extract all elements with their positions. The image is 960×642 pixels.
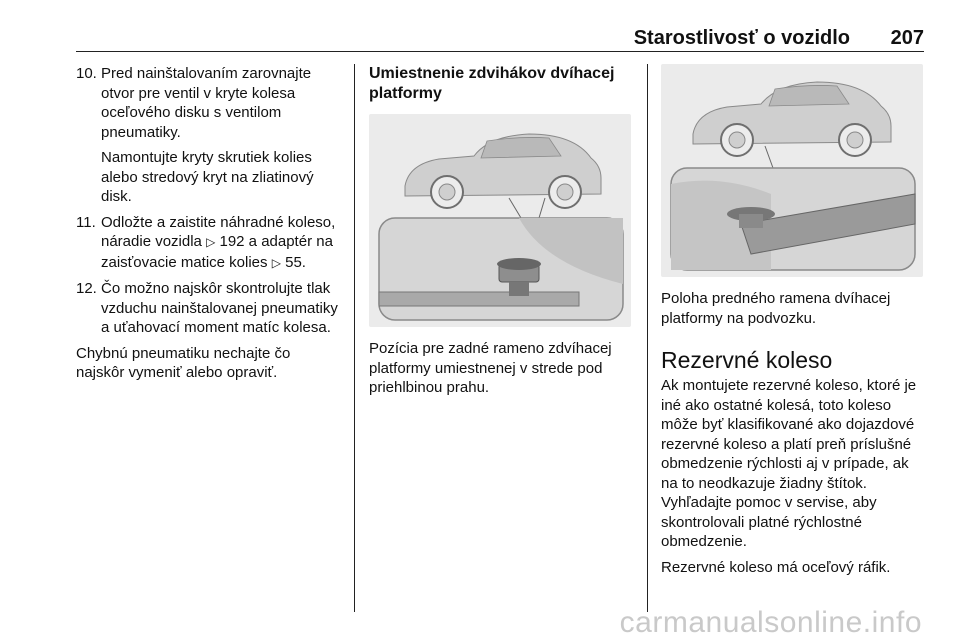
step-10 bbox=[76, 64, 340, 207]
step-text: Čo možno najskôr skontrolujte tlak vzduchu nainštalovanej pneumatiky a uťahovací moment matíc kolesa. bbox=[101, 280, 338, 336]
watermark-text: carmanualsonline.info bbox=[619, 606, 922, 639]
rear-lift-point-illustration bbox=[369, 114, 631, 327]
column-middle bbox=[369, 64, 633, 398]
step-number: 10. bbox=[76, 65, 97, 82]
column-divider-right bbox=[647, 64, 648, 612]
section-heading: Umiestnenie zdvihákov dvíhacej platformy bbox=[369, 65, 615, 102]
step-number: 11. bbox=[76, 213, 96, 231]
body-paragraph: Rezervné koleso má oceľový ráfik. bbox=[661, 558, 891, 576]
step-text-part: Odložte a zaistite náhradné koleso, náradie vozidla bbox=[101, 213, 336, 250]
step-text bbox=[101, 213, 340, 274]
closing-paragraph: Chybnú pneumatiku nechajte čo najskôr vymeniť alebo opraviť. bbox=[76, 344, 291, 381]
step-text: Pred nainštalovaním zarovnajte otvor pre ventil v kryte kolesa oceľového disku s ventilom pneumatiky. bbox=[101, 65, 312, 141]
page-ref-link[interactable]: 55 bbox=[285, 253, 302, 271]
step-number: 12. bbox=[76, 280, 97, 297]
step-text-part: . bbox=[301, 253, 306, 271]
step-12 bbox=[76, 279, 340, 338]
column-right bbox=[661, 64, 925, 577]
step-text-part: a adaptér na zaisťovacie matice kolies bbox=[101, 233, 333, 271]
column-divider-left bbox=[354, 64, 355, 612]
figure-caption: Pozícia pre zadné rameno zdvíhacej platformy umiestnenej v strede pod priehlbinou prahu. bbox=[369, 340, 612, 396]
figure-caption: Poloha predného ramena dvíhacej platformy na podvozku. bbox=[661, 290, 891, 327]
step-text: Namontujte kryty skrutiek kolies alebo stredový kryt na zliatinový disk. bbox=[101, 149, 314, 205]
front-lift-point-illustration bbox=[661, 64, 923, 277]
step-11 bbox=[76, 213, 340, 274]
page-reference-arrow-icon: ▷ bbox=[271, 255, 281, 270]
page-title: Starostlivosť o vozidlo bbox=[633, 27, 850, 49]
page-header bbox=[76, 27, 924, 52]
page-number: 207 bbox=[890, 27, 924, 49]
column-left bbox=[76, 64, 340, 383]
page-ref-link[interactable]: 192 bbox=[219, 233, 245, 250]
section-title: Rezervné koleso bbox=[661, 347, 833, 373]
page-reference-arrow-icon: ▷ bbox=[206, 235, 216, 249]
body-paragraph: Ak montujete rezervné koleso, ktoré je iné ako ostatné kolesá, toto koleso môže byť klasifikované ako dojazdové rezervné koleso a platí preň príslušné obmedzenie rýchlosti aj v prípade, ak na to neodkazuje žiadny štítok. Vyhľadajte pomoc v servise, aby skontrolovali platné rýchlostné obmedzenie. bbox=[661, 377, 917, 550]
